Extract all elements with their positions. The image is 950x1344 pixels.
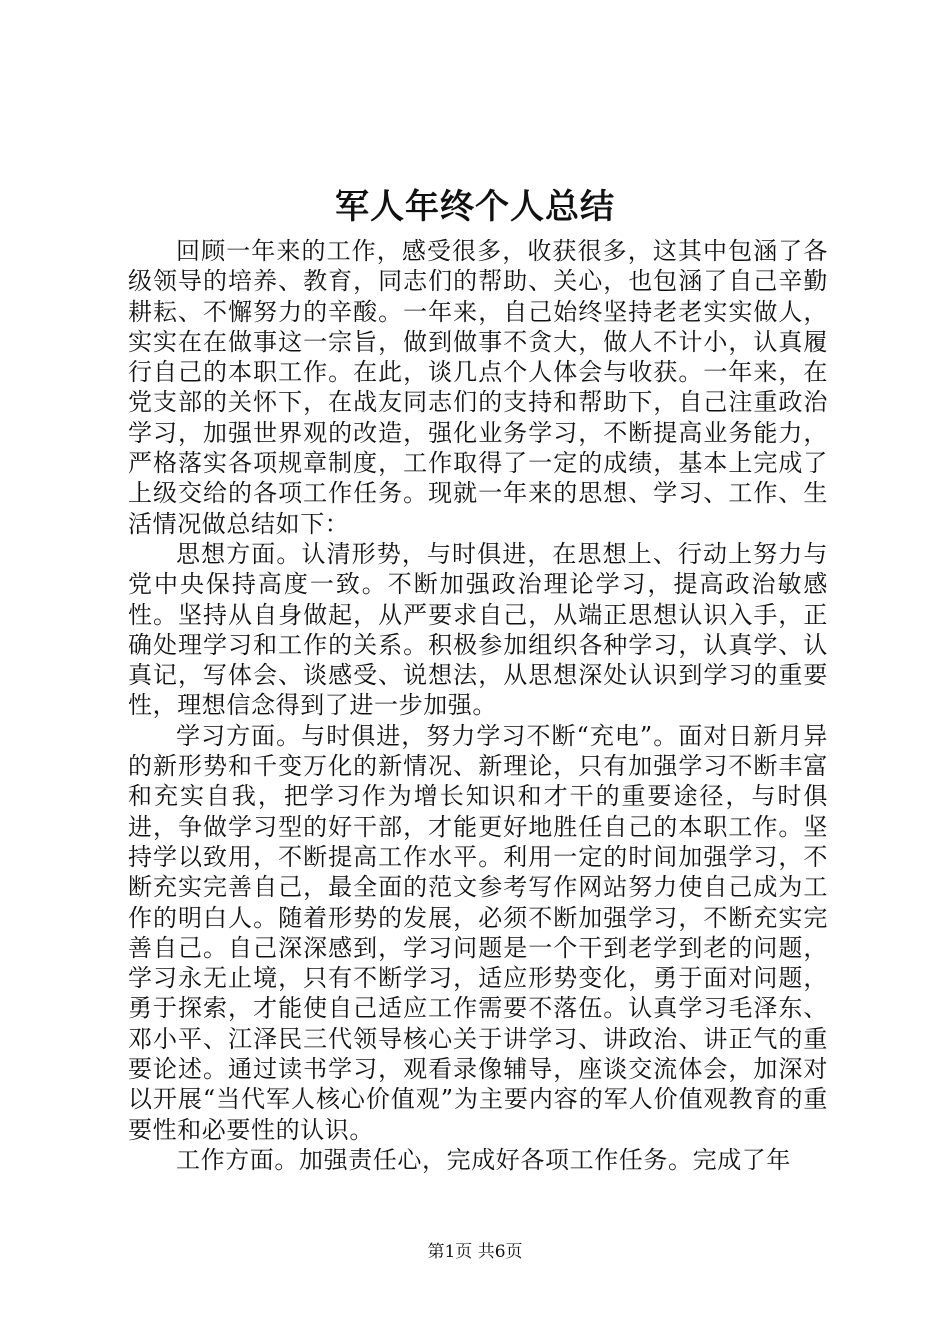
paragraph-study: 学习方面。与时俱进，努力学习不断“充电”。面对日新月异的新形势和千变万化的新情况、新理论，只有加强学习不断丰富和充实自我，把学习作为增长知识和才干的重要途径，与时俱进，争做学习型的好干部，才能更好地胜任自己的本职工作。坚持学以致用，不断提高工作水平。利用一定的时间加强学习，不断充实完善自己，最全面的范文参考写作网站努力使自己成为工作的明白人。随着形势的发展，必须不断加强学习，不断充实完善自己。自己深深感到，学习问题是一个干到老学到老的问题，学习永无止境，只有不断学习，适应形势变化，勇于面对问题，勇于探索，才能使自己适应工作需要不落伍。认真学习毛泽东、邓小平、江泽民三代领导核心关于讲学习、讲政治、讲正气的重要论述。通过读书学习，观看录像辅导，座谈交流体会，加深对以开展“当代军人核心价值观”为主要内容的军人价值观教育的重要性和必要性的认识。 <box>128 721 828 1144</box>
paragraph-intro: 回顾一年来的工作，感受很多，收获很多，这其中包涵了各级领导的培养、教育，同志们的帮助、关心，也包涵了自己辛勤耕耘、不懈努力的辛酸。一年来，自己始终坚持老老实实做人，实实在在做事这一宗旨，做到做事不贪大，做人不计小，认真履行自己的本职工作。在此，谈几点个人体会与收获。一年来，在党支部的关怀下，在战友同志们的支持和帮助下，自己注重政治学习，加强世界观的改造，强化业务学习，不断提高业务能力，严格落实各项规章制度，工作取得了一定的成绩，基本上完成了上级交给的各项工作任务。现就一年来的思想、学习、工作、生活情况做总结如下： <box>128 237 828 538</box>
paragraph-thought: 思想方面。认清形势，与时俱进，在思想上、行动上努力与党中央保持高度一致。不断加强政治理论学习，提高政治敏感性。坚持从自身做起，从严要求自己，从端正思想认识入手，正确处理学习和工作的关系。积极参加组织各种学习，认真学、认真记，写体会、谈感受、说想法，从思想深处认识到学习的重要性，理想信念得到了进一步加强。 <box>128 539 828 720</box>
paragraph-work: 工作方面。加强责任心，完成好各项工作任务。完成了年 <box>176 1145 791 1174</box>
document-body <box>128 236 828 1175</box>
page-footer <box>0 1240 950 1264</box>
page-number: 第1页 共6页 <box>427 1242 523 1262</box>
document-title: 军人年终个人总结 <box>335 187 615 227</box>
